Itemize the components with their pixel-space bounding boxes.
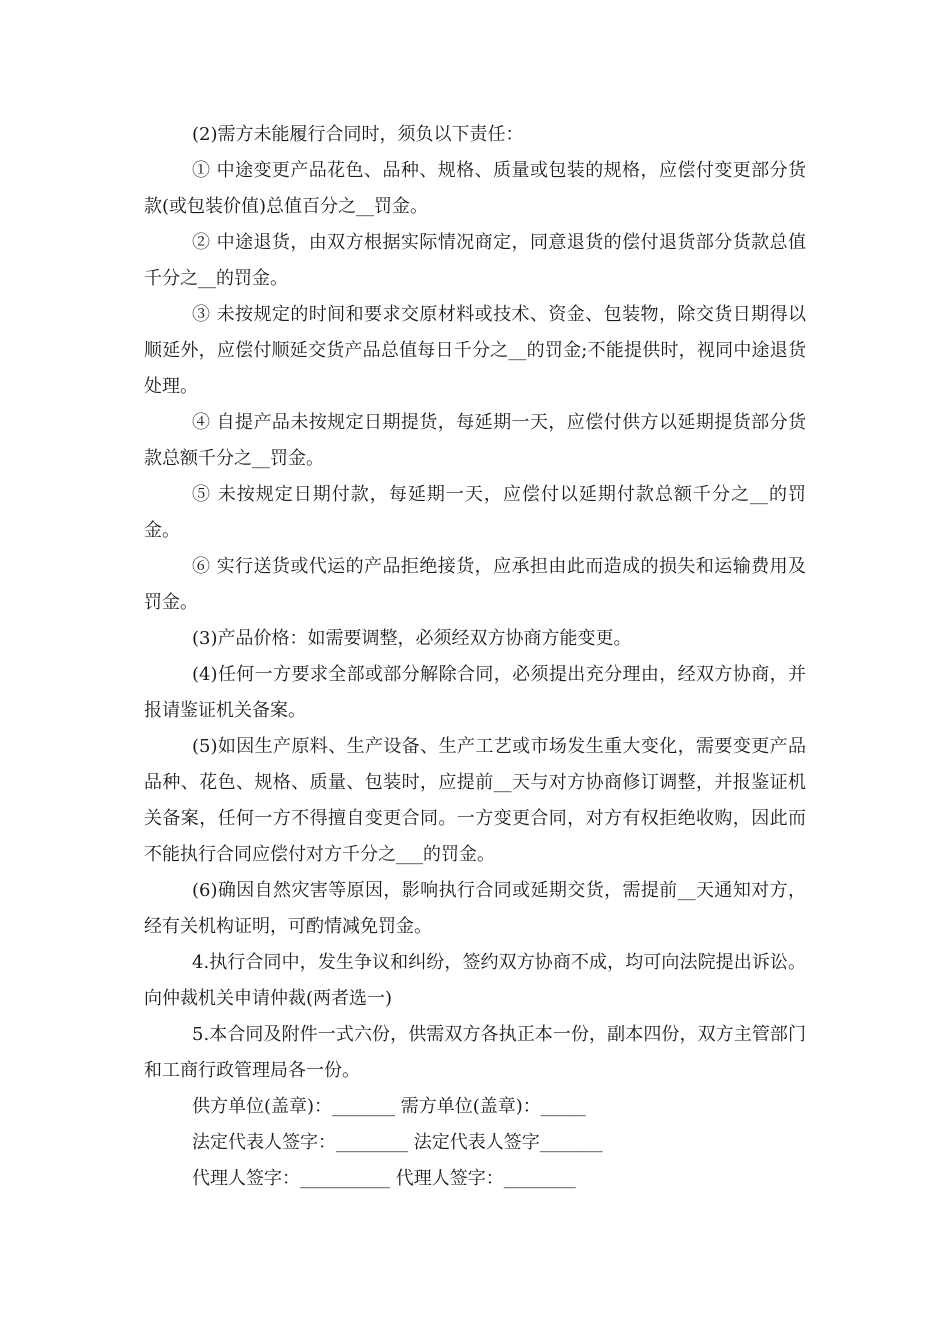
clause-2-item-6: ⑥ 实行送货或代运的产品拒绝接货，应承担由此而造成的损失和运输费用及罚金。 [144,556,806,613]
signature-legal-rep-line: 法定代表人签字：________ 法定代表人签字_______ [192,1132,603,1153]
clause-3-price: (3)产品价格：如需要调整，必须经双方协商方能变更。 [192,628,632,649]
signature-agent-line: 代理人签字：__________ 代理人签字：________ [192,1168,576,1189]
section-5-copies: 5.本合同及附件一式六份，供需双方各执正本一份，副本四份，双方主管部门和工商行政管理局各一份。 [144,1024,806,1081]
clause-2-item-3: ③ 未按规定的时间和要求交原材料或技术、资金、包装物，除交货日期得以顺延外，应偿付顺延交货产品总值每日千分之__的罚金;不能提供时，视同中途退货处理。 [144,304,806,397]
clause-2-heading: (2)需方未能履行合同时，须负以下责任： [192,124,524,145]
section-4-disputes: 4.执行合同中，发生争议和纠纷，签约双方协商不成，均可向法院提出诉讼。向仲裁机关申请仲裁(两者选一) [144,952,806,1009]
document-body [144,117,806,1197]
clause-5-change: (5)如因生产原料、生产设备、生产工艺或市场发生重大变化，需要变更产品品种、花色、规格、质量、包装时，应提前__天与对方协商修订调整，并报鉴证机关备案，任何一方不得擅自变更合同。一方变更合同，对方有权拒绝收购，因此而不能执行合同应偿付对方千分之___的罚金。 [144,736,806,865]
clause-2-item-1: ① 中途变更产品花色、品种、规格、质量或包装的规格，应偿付变更部分货款(或包装价值)总值百分之__罚金。 [144,160,806,217]
clause-2-item-4: ④ 自提产品未按规定日期提货，每延期一天，应偿付供方以延期提货部分货款总额千分之__罚金。 [144,412,806,469]
clause-2-item-2: ② 中途退货，由双方根据实际情况商定，同意退货的偿付退货部分货款总值千分之__的罚金。 [144,232,806,289]
clause-2-item-5: ⑤ 未按规定日期付款，每延期一天，应偿付以延期付款总额千分之__的罚金。 [144,484,806,541]
clause-6-force-majeure: (6)确因自然灾害等原因，影响执行合同或延期交货，需提前__天通知对方，经有关机构证明，可酌情减免罚金。 [144,880,806,937]
clause-4-termination: (4)任何一方要求全部或部分解除合同，必须提出充分理由，经双方协商，并报请鉴证机关备案。 [144,664,806,721]
signature-unit-line: 供方单位(盖章)：_______ 需方单位(盖章)：_____ [192,1096,586,1117]
